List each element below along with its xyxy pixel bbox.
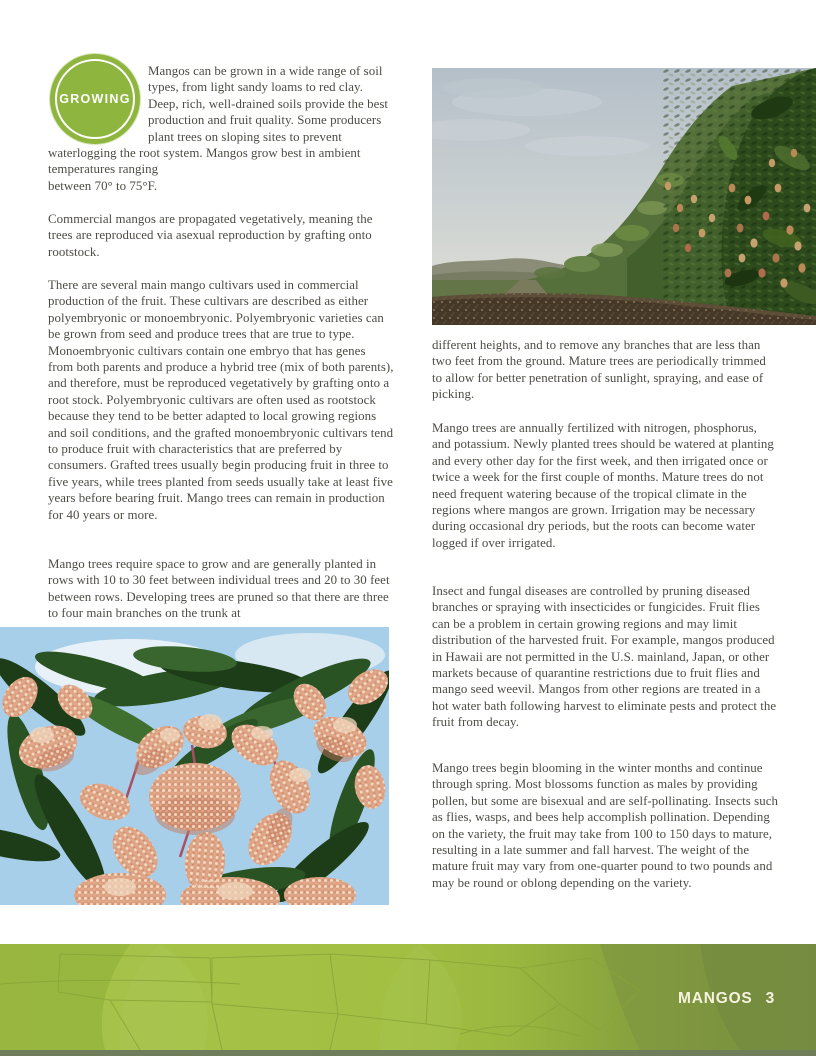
paragraph-intro (48, 63, 394, 194)
orchard-photo-art (432, 68, 816, 325)
paragraph-spacing: Mango trees require space to grow and are generally planted in rows with 10 to 30 feet between individual trees and 20 to 30 feet between rows. Developing trees are pruned so that there are three to four main branches on the trunk at (48, 557, 390, 621)
intro-text-tail: between 70° to 75°F. (48, 178, 158, 193)
growing-badge-label: GROWING (59, 92, 131, 106)
badge-wrap-spacer (48, 63, 148, 145)
footer-title (678, 990, 775, 1008)
page-footer (0, 944, 816, 1050)
paragraph-blooming: Mango trees begin blooming in the winter months and continue through spring. Most blossoms function as males by providing pollen, but some are bisexual and are self-pollinating. Insects such as flies, wasps, and bees help accomplish pollination. Depending on the variety, the fruit may take from 100 to 150 days to mature, resulting in a late summer and fall harvest. The weight of the mature fruit may vary from one-quarter pound to two pounds and may be round or oblong depending on the variety. (432, 761, 778, 890)
paragraph-cultivars: There are several main mango cultivars used in commercial production of the fruit. These cultivars are described as either polyembryonic or monoembryonic. Polyembryonic varieties can be grown from seed and produce trees that are true to type. Monoembryonic cultivars contain one embryo that has genes from both parents and produce a hybrid tree (mix of both parents), and therefore, must be reproduced vegetatively by grafting onto a root stock. Polyembryonic cultivars are often used as rootstock because they tend to be better adapted to local growing regions and soil conditions, and the grafted monoembryonic cultivars tend to produce fruit with characteristics that are preferred by consumers. Grafted trees usually begin producing fruit in three to five years, while trees planted from seeds usually take at least five years before bearing fruit. Mango trees can remain in production for 40 years or more. (48, 278, 394, 522)
blossom-photo-art (0, 627, 389, 905)
paragraph-propagation: Commercial mangos are propagated vegetatively, meaning the trees are reproduced via asexual reproduction by grafting onto rootstock. (48, 212, 373, 259)
mango-orchard-photo (432, 68, 816, 325)
paragraph-pruning: different heights, and to remove any branches that are less than two feet from the ground. Mature trees are periodically trimmed to allow for better penetration of sunlight, spraying, and ease of picking. (432, 338, 766, 402)
paragraph-fertilizing: Mango trees are annually fertilized with nitrogen, phosphorus, and potassium. Newly planted trees should be watered at planting and every other day for the first week, and then irrigated once or twice a week for the first couple of months. Mature trees do not need frequent watering because of the tropical climate in the regions where mangos are grown. Irrigation may be necessary during occasional dry periods, but the roots can become water logged if over irrigated. (432, 421, 774, 550)
orchard-foreground-tree (662, 68, 816, 325)
page-number: 3 (765, 990, 775, 1007)
intro-text: Mangos can be grown in a wide range of soil types, from light sandy loams to red clay. Deep, rich, well-drained soils provide the best production and fruit quality. Some producers plant trees on sloping sites to prevent waterlogging the root system. Mangos grow best in ambient temperatures ranging (48, 64, 389, 177)
footer-bottom-edge (0, 1050, 816, 1056)
footer-section-label: MANGOS (678, 990, 753, 1007)
mango-blossom-photo (0, 627, 389, 905)
paragraph-pests: Insect and fungal diseases are controlled by pruning diseased branches or spraying with insecticides or fungicides. Fruit flies can be a problem in certain growing regions and may limit distribution of the harvested fruit. For example, mangos produced in Hawaii are not permitted in the U.S. mainland, Japan, or other markets because of quarantine restrictions due to fruit flies and mango seed weevil. Mangos from other regions are treated in a hot water bath following harvest to eliminate pests and protect the fruit from decay. (432, 584, 777, 730)
